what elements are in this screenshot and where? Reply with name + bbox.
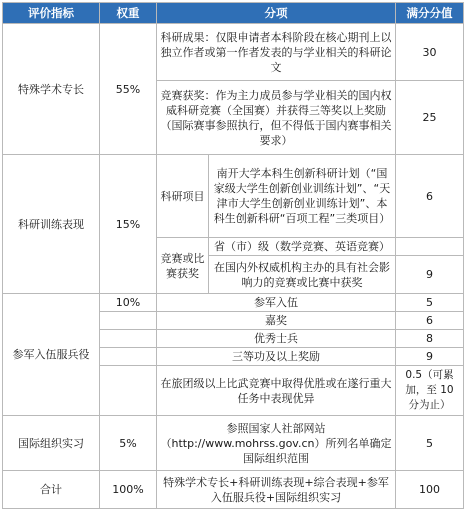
table-row [3, 416, 464, 471]
sub-item-international-internship: 参照国家人社部网站（http://www.mohrss.gov.cn）所列名单确定国际组织范围 [157, 416, 396, 471]
score-enlistment: 5 [396, 294, 464, 312]
weight-empty [100, 312, 157, 330]
header-criteria: 评价指标 [3, 3, 100, 24]
table-row [3, 24, 464, 81]
sub-item-competition-excellence: 在旅团级以上比武竞赛中取得优胜或在遂行重大任务中表现优异 [157, 366, 396, 416]
table-row [3, 294, 464, 312]
score-commendation: 6 [396, 312, 464, 330]
label-contest-award: 竞赛或比赛获奖 [157, 238, 209, 294]
header-full-score: 满分分值 [396, 3, 464, 24]
weight-empty [100, 330, 157, 348]
score-research-project: 6 [396, 155, 464, 238]
score-third-class-merit: 9 [396, 348, 464, 366]
weight-research-training: 15% [100, 155, 157, 294]
table-header-row [3, 3, 464, 24]
score-international-contest: 9 [396, 256, 464, 294]
sub-item-competition-award: 竞赛获奖：作为主力成员参与学业相关的国内权威科研竞赛（全国赛）并获得三等奖以上奖励（国际赛事参照执行，但不得低于国内赛事相关要求） [157, 81, 396, 155]
sub-item-commendation: 嘉奖 [157, 312, 396, 330]
category-international-internship: 国际组织实习 [3, 416, 100, 471]
table-row [3, 155, 464, 238]
weight-international-internship: 5% [100, 416, 157, 471]
score-research-output: 30 [396, 24, 464, 81]
sub-item-enlistment: 参军入伍 [157, 294, 396, 312]
sub-item-international-contest: 在国内外权威机构主办的具有社会影响力的竞赛或比赛中获奖 [209, 256, 396, 294]
weight-military-service: 10% [100, 294, 157, 312]
sub-item-third-class-merit: 三等功及以上奖励 [157, 348, 396, 366]
weight-empty [100, 366, 157, 416]
score-competition-award: 25 [396, 81, 464, 155]
sub-item-research-project: 南开大学本科生创新科研计划（“国家级大学生创新创业训练计划”、“天津市大学生创新创业训练计划”、本科生创新科研“百项工程”三类项目） [209, 155, 396, 238]
sub-item-provincial-contest: 省（市）级（数学竞赛、英语竞赛） [209, 238, 396, 256]
category-special-academic: 特殊学术专长 [3, 24, 100, 155]
sub-item-outstanding-soldier: 优秀士兵 [157, 330, 396, 348]
sub-item-total: 特殊学术专长+科研训练表现+综合表现+参军入伍服兵役+国际组织实习 [157, 471, 396, 509]
score-international-internship: 5 [396, 416, 464, 471]
score-outstanding-soldier: 8 [396, 330, 464, 348]
score-total: 100 [396, 471, 464, 509]
header-sub-items: 分项 [157, 3, 396, 24]
sub-item-research-output: 科研成果：仅限申请者本科阶段在核心期刊上以独立作者或第一作者发表的与学业相关的科研论文 [157, 24, 396, 81]
weight-empty [100, 348, 157, 366]
category-military-service: 参军入伍服兵役 [3, 294, 100, 416]
evaluation-criteria-table [2, 2, 464, 509]
table-row [3, 471, 464, 509]
weight-special-academic: 55% [100, 24, 157, 155]
weight-total: 100% [100, 471, 157, 509]
label-research-project: 科研项目 [157, 155, 209, 238]
score-provincial-contest [396, 238, 464, 256]
category-total: 合计 [3, 471, 100, 509]
score-competition-excellence: 0.5（可累加，至 10 分为止） [396, 366, 464, 416]
header-weight: 权重 [100, 3, 157, 24]
category-research-training: 科研训练表现 [3, 155, 100, 294]
